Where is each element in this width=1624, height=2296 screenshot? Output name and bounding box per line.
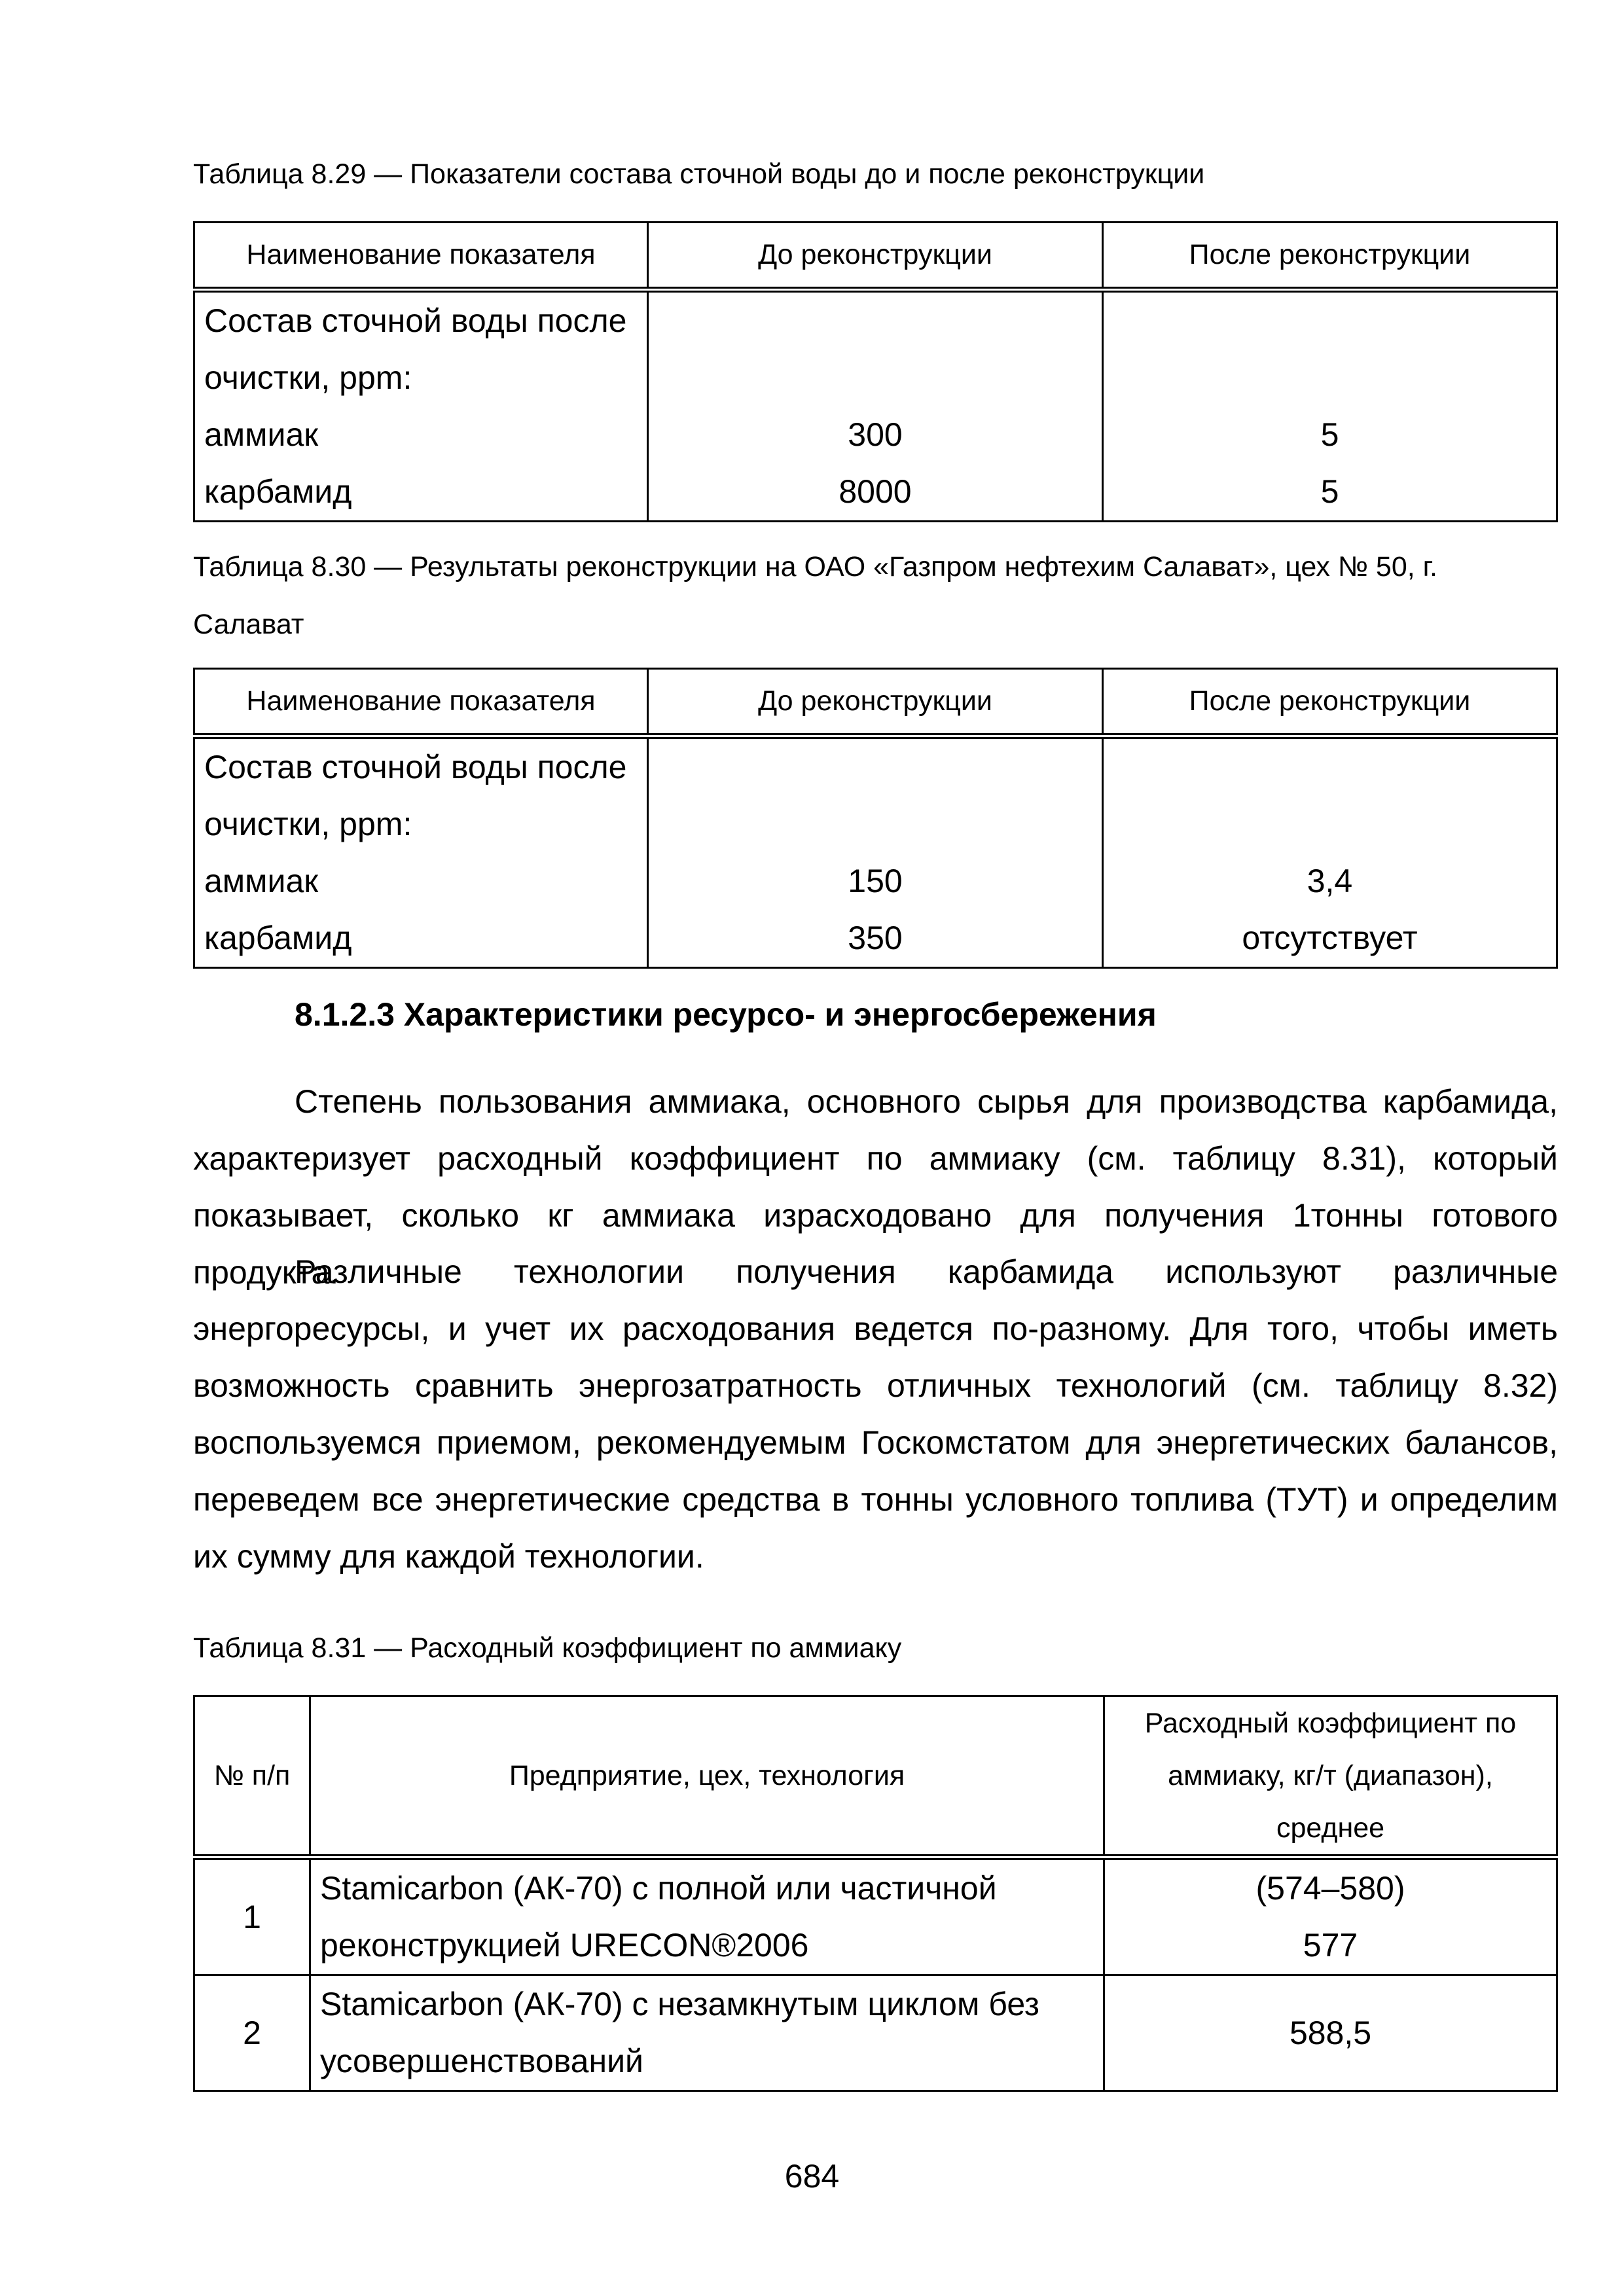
table-8-30 bbox=[193, 668, 1558, 969]
paragraph-energy-resources: Различные технологии получения карбамида используют различные энергоресурсы, и учет их расходования ведется по-разному. Для того, чтобы иметь возможность сравнить энергозатратность отличных технологий (см. таблицу 8.32) воспользуемся приемом, рекомендуемым Госкомстатом для энергетических балансов, переведем все энергетические средства в тонны условного топлива (ТУТ) и определим их сумму для каждой технологии. bbox=[193, 1253, 1558, 1575]
table-header-before: До реконструкции bbox=[648, 669, 1103, 736]
value-after-ammonia: 5 bbox=[1320, 416, 1339, 453]
group-label-line1: Состав сточной воды после bbox=[204, 302, 627, 339]
coef-header-line2: аммиаку, кг/т (диапазон), bbox=[1168, 1760, 1493, 1791]
paragraph-ammonia-coefficient: Степень пользования аммиака, основного сырья для производства карбамида, характеризует расходный коэффициент по аммиаку (см. таблицу 8.31), который показывает, сколько кг аммиака израсходовано для получения 1тонны готового продукта. bbox=[193, 1083, 1558, 1291]
group-label-line2: очистки, ppm: bbox=[204, 359, 412, 396]
value-after-carbamide: отсутствует bbox=[1242, 920, 1418, 956]
after-values-cell bbox=[1103, 736, 1557, 968]
section-heading: 8.1.2.3 Характеристики ресурсо- и энергосбережения bbox=[295, 996, 1157, 1033]
value-after-carbamide: 5 bbox=[1320, 473, 1339, 510]
table-header-name: Наименование показателя bbox=[194, 223, 648, 290]
value-before-ammonia: 300 bbox=[848, 416, 903, 453]
before-values-cell bbox=[648, 290, 1103, 522]
table-header-after: После реконструкции bbox=[1103, 223, 1557, 290]
table-8-31 bbox=[193, 1695, 1558, 2092]
row-enterprise bbox=[310, 1857, 1104, 1975]
indicator-names-cell bbox=[194, 290, 648, 522]
value-before-carbamide: 350 bbox=[848, 920, 903, 956]
after-values-cell bbox=[1103, 290, 1557, 522]
table-8-30-caption: Таблица 8.30 — Результаты реконструкции на ОАО «Газпром нефтехим Салават», цех № 50, г. Салават bbox=[193, 551, 1438, 640]
enterprise-line2: усовершенствований bbox=[320, 2043, 643, 2079]
enterprise-line1: Stamicarbon (АК-70) с незамкнутым циклом без bbox=[320, 1986, 1039, 2022]
table-header-name: Наименование показателя bbox=[194, 669, 648, 736]
page-number: 684 bbox=[784, 2158, 840, 2195]
table-header-coefficient bbox=[1104, 1696, 1557, 1857]
table-row bbox=[194, 1975, 1557, 2091]
row-name-carbamide: карбамид bbox=[204, 920, 352, 956]
table-8-29 bbox=[193, 221, 1558, 522]
coef-header-line3: среднее bbox=[1276, 1812, 1385, 1844]
row-number: 2 bbox=[194, 1975, 310, 2091]
enterprise-line1: Stamicarbon (АК-70) с полной или частичной bbox=[320, 1870, 997, 1907]
enterprise-line2: реконструкцией URECON®2006 bbox=[320, 1927, 809, 1964]
row-enterprise bbox=[310, 1975, 1104, 2091]
value-before-carbamide: 8000 bbox=[839, 473, 912, 510]
table-header-number: № п/п bbox=[194, 1696, 310, 1857]
coefficient-average: 577 bbox=[1303, 1927, 1358, 1964]
coef-header-line1: Расходный коэффициент по bbox=[1144, 1708, 1517, 1739]
value-after-ammonia: 3,4 bbox=[1307, 863, 1353, 899]
row-coefficient: 588,5 bbox=[1104, 1975, 1557, 2091]
coefficient-range: (574–580) bbox=[1255, 1870, 1405, 1907]
table-header-enterprise: Предприятие, цех, технология bbox=[310, 1696, 1104, 1857]
row-name-ammonia: аммиак bbox=[204, 416, 319, 453]
table-header-before: До реконструкции bbox=[648, 223, 1103, 290]
table-row bbox=[194, 1857, 1557, 1975]
value-before-ammonia: 150 bbox=[848, 863, 903, 899]
row-number: 1 bbox=[194, 1857, 310, 1975]
table-8-29-caption: Таблица 8.29 — Показатели состава сточной воды до и после реконструкции bbox=[193, 158, 1205, 190]
group-label-line1: Состав сточной воды после bbox=[204, 749, 627, 785]
row-name-carbamide: карбамид bbox=[204, 473, 352, 510]
group-label-line2: очистки, ppm: bbox=[204, 806, 412, 842]
table-header-after: После реконструкции bbox=[1103, 669, 1557, 736]
table-8-31-caption: Таблица 8.31 — Расходный коэффициент по аммиаку bbox=[193, 1632, 902, 1664]
before-values-cell bbox=[648, 736, 1103, 968]
indicator-names-cell bbox=[194, 736, 648, 968]
row-name-ammonia: аммиак bbox=[204, 863, 319, 899]
row-coefficient bbox=[1104, 1857, 1557, 1975]
